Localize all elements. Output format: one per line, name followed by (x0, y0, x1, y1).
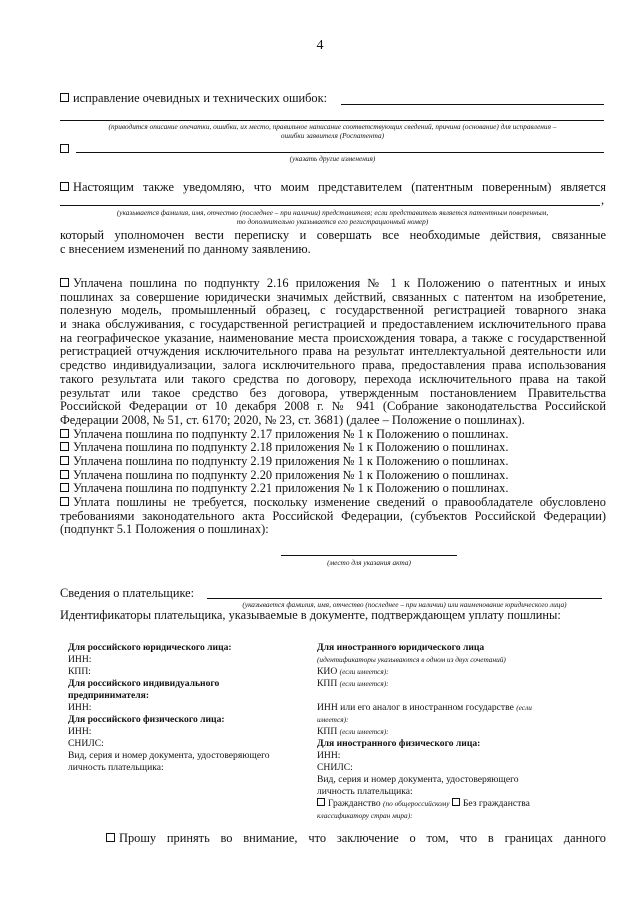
fee-exempt-act-hint: (место для указания акта) (327, 558, 411, 567)
foreign-kpp-hint: (если имеется): (339, 679, 389, 688)
fee-exempt-line-2: требованиями законодательного акта Российской Федерации, (субъектов Российской Федерации) (60, 508, 606, 523)
payer-fill-line[interactable] (207, 598, 602, 599)
checkbox-other-changes[interactable] (60, 144, 69, 153)
fee-216-line-6: средство индивидуализации, залога исключительного права, предоставления права использования (60, 358, 606, 373)
checkbox-fee-exempt[interactable] (60, 497, 69, 506)
foreign-person-doc-label-1: Вид, серия и номер документа, удостоверяющего (317, 774, 519, 785)
fee-216-line-1: пошлинах за совершение юридически значимых действий, связанных с патентом на изобретение, (60, 289, 606, 304)
ru-ip-inn-label: ИНН: (68, 702, 92, 713)
ru-legal-title: Для российского юридического лица: (68, 642, 232, 653)
representative-line-3: с внесением изменений по данному заявлению. (60, 241, 311, 256)
fee-221-label: Уплачена пошлина по подпункту 2.21 приложения № 1 к Положению о пошлинах. (73, 481, 509, 496)
kio-hint: (если имеется): (339, 667, 389, 676)
fee-219-label: Уплачена пошлина по подпункту 2.19 приложения № 1 к Положению о пошлинах. (73, 453, 509, 468)
payer-hint: (указывается фамилия, имя, отчество (последнее – при наличии) или наименование юридического лица) (242, 600, 567, 609)
correction-hint: (приводится описание опечатки, ошибки, их место, правильное написание соответствующих сведений, причина (основание) для исправления – (108, 122, 557, 131)
payer-ids-title: Идентификаторы плательщика, указываемые в документе, подтверждающем уплату пошлины: (60, 608, 561, 622)
fee-216-line-2: полезную модель, промышленный образец, с государственной регистрацией товарного знака (60, 303, 606, 318)
inn-analog-label: ИНН или его аналог в иностранном государстве (317, 702, 514, 713)
correction-hint-2: ошибки заявителя (Роспатента) (280, 131, 385, 140)
checkbox-citizenship[interactable] (317, 798, 325, 806)
final-request-text: Прошу принять во внимание, что заключение о том, что в границах данного (119, 831, 606, 845)
stateless-label: Без гражданства (462, 798, 530, 809)
other-changes-hint: (указать другие изменения) (289, 154, 376, 163)
checkbox-fee-2-20[interactable] (60, 470, 69, 479)
correction-label: исправление очевидных и технических ошибок: (73, 91, 328, 105)
classifier-hint: классификатору стран мира): (317, 811, 413, 820)
fee-218-label: Уплачена пошлина по подпункту 2.18 приложения № 1 к Положению о пошлинах. (73, 440, 509, 455)
representative-comma: , (601, 193, 605, 207)
kio-label: КИО (317, 666, 338, 677)
representative-text: Настоящим также уведомляю, что моим представителем (патентным поверенным) является (73, 180, 606, 194)
fee-217-label: Уплачена пошлина по подпункту 2.17 приложения № 1 к Положению о пошлинах. (73, 426, 509, 441)
ru-person-doc-label-2: личность плательщика: (68, 762, 164, 773)
citizenship-hint: (по общероссийскому (383, 799, 450, 808)
fee-216-line-9: Российской Федерации от 10 декабря 2008 г. № 941 (Собрание законодательства Российской (60, 399, 606, 414)
right-column (317, 642, 532, 822)
ru-person-title: Для российского физического лица: (68, 714, 225, 725)
other-changes-fill-line[interactable] (76, 152, 604, 153)
checkbox-fee-2-19[interactable] (60, 456, 69, 465)
fee-216-line-10: Федерации 2008, № 51, ст. 6170; 2020, № 23, ст. 3681) (далее – Положение о пошлинах). (60, 412, 525, 427)
fee-216-block (60, 277, 606, 537)
inn-analog-hint-2: имеется): (317, 715, 349, 724)
checkbox-fee-2-18[interactable] (60, 442, 69, 451)
foreign-person-doc-label-2: личность плательщика: (317, 786, 413, 797)
page-number: 4 (316, 38, 324, 53)
inn-analog-hint-1: (если (516, 703, 532, 712)
checkbox-final-request[interactable] (106, 833, 115, 842)
foreign-kpp2-label: КПП (317, 726, 338, 737)
correction-fill-line-2[interactable] (60, 120, 604, 121)
payer-label: Сведения о плательщике: (60, 586, 195, 600)
final-request (106, 832, 606, 846)
fee-exempt-line-3: (подпункт 5.1 Положения о пошлинах): (60, 522, 269, 537)
fee-216-line-8: результат или такое средство без договора, утвержденным постановлением Правительства (60, 385, 606, 400)
fee-220-label: Уплачена пошлина по подпункту 2.20 приложения № 1 к Положению о пошлинах. (73, 467, 509, 482)
representative-hint-2: то дополнительно указывается его регистрационный номер) (236, 217, 429, 226)
ru-person-inn-label: ИНН: (68, 726, 92, 737)
fee-216-line-0: Уплачена пошлина по подпункту 2.16 приложения № 1 к Положению о патентных и иных (73, 276, 606, 290)
representative-continuation (60, 229, 606, 256)
checkbox-fee-2-16[interactable] (60, 278, 69, 287)
fee-216-line-4: на географическое указание, наименование места происхождения товара, а также с государственной (60, 330, 606, 345)
checkbox-representative[interactable] (60, 182, 69, 191)
fee-216-line-3: и знака обслуживания, с государственной регистрацией и предоставлением исключительного права (60, 317, 606, 332)
fee-exempt-act-line[interactable] (281, 555, 457, 556)
checkbox-fee-2-21[interactable] (60, 483, 69, 492)
ru-ip-title-1: Для российского индивидуального (68, 678, 220, 689)
ru-person-doc-label-1: Вид, серия и номер документа, удостоверяющего (68, 750, 270, 761)
correction-fill-line[interactable] (341, 104, 604, 105)
fee-216-line-5: регистрацией отчуждения исключительного права на результат интеллектуальной деятельности или (60, 344, 606, 359)
foreign-kpp-label: КПП (317, 678, 338, 689)
foreign-person-title: Для иностранного физического лица: (317, 738, 481, 749)
citizenship-label: Гражданство (328, 798, 381, 809)
foreign-person-snils-label: СНИЛС: (317, 762, 353, 773)
checkbox-fee-2-17[interactable] (60, 429, 69, 438)
fee-216-line-7: такого результата или такого средства по договору, перехода исключительного права на такой (60, 371, 606, 386)
checkbox-correction[interactable] (60, 93, 69, 102)
representative-fill-line[interactable] (60, 205, 600, 206)
ru-legal-inn-label: ИНН: (68, 654, 92, 665)
foreign-person-inn-label: ИНН: (317, 750, 341, 761)
foreign-legal-title: Для иностранного юридического лица (317, 642, 485, 653)
left-column (68, 642, 270, 774)
representative-hint: (указывается фамилия, имя, отчество (последнее – при наличии) представителя; если представитель является патентным поверенным, (116, 208, 549, 217)
foreign-kpp2-hint: (если имеется): (339, 727, 389, 736)
representative-line-2: который уполномочен вести переписку и совершать все необходимые действия, связанные (60, 228, 606, 242)
ru-person-snils-label: СНИЛС: (68, 738, 104, 749)
fee-exempt-line-1: Уплата пошлины не требуется, поскольку изменение сведений о правообладателе обусловлено (73, 495, 606, 509)
correction-option (60, 92, 327, 106)
representative-block (60, 181, 606, 195)
foreign-legal-hint: (идентификаторы указываются в одном из двух сочетаний) (317, 655, 506, 664)
ru-ip-title-2: предпринимателя: (68, 690, 150, 701)
ru-legal-kpp-label: КПП: (68, 666, 91, 677)
checkbox-stateless[interactable] (452, 798, 460, 806)
